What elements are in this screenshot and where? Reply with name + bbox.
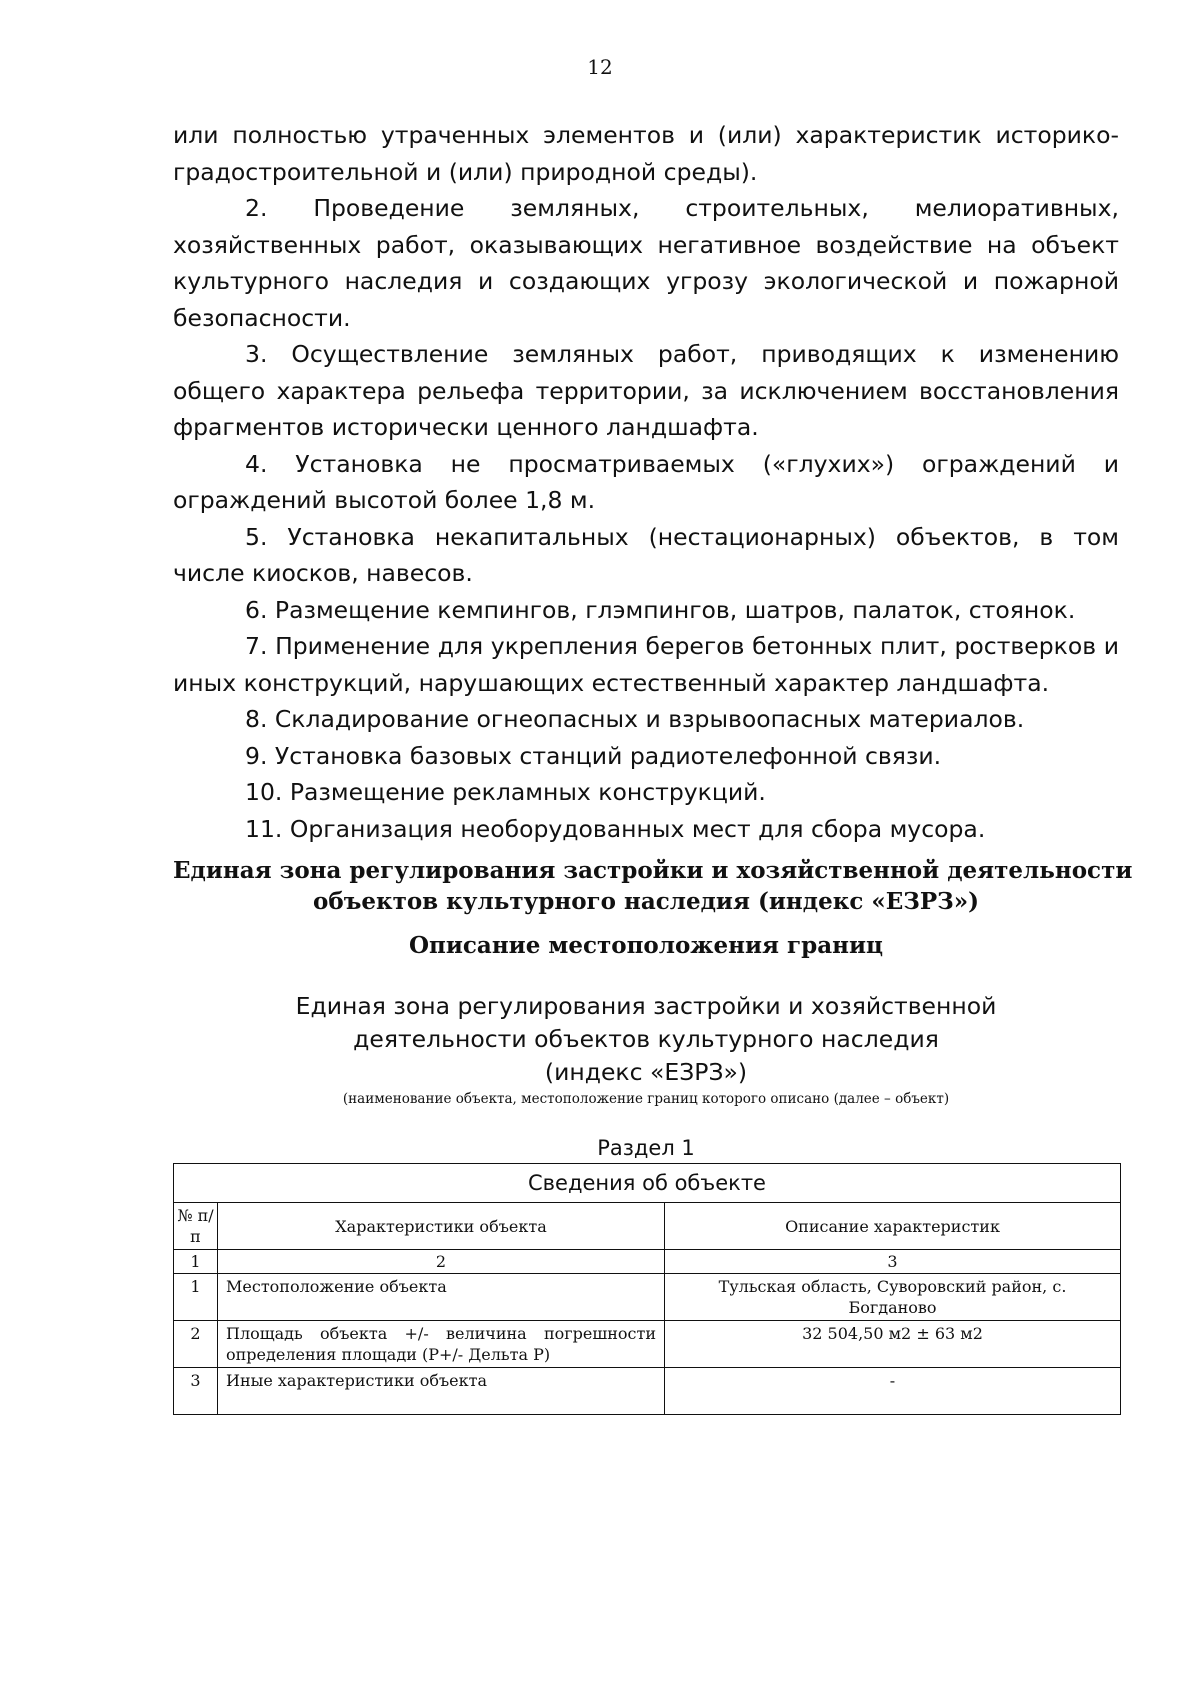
table-row	[174, 1274, 1121, 1321]
zone-title-line: объектов культурного наследия (индекс «ЕЗРЗ»)	[313, 888, 979, 915]
table-header-row	[174, 1203, 1121, 1250]
row-description: Тульская область, Суворовский район, с. Богданово	[665, 1274, 1121, 1321]
row-characteristic: Местоположение объекта	[218, 1274, 665, 1321]
list-item: 5. Установка некапитальных (нестационарных) объектов, в том числе киосков, навесов.	[173, 522, 1119, 587]
paragraph-continuation: или полностью утраченных элементов и (или) характеристик историко-градостроительной и (или) природной среды).	[173, 121, 1119, 186]
index-cell: 3	[665, 1250, 1121, 1274]
object-name-line: Единая зона регулирования застройки и хозяйственной	[295, 992, 997, 1020]
table-caption-row	[174, 1164, 1121, 1203]
list-item: 2. Проведение земляных, строительных, мелиоративных, хозяйственных работ, оказывающих негативное воздействие на объект культурного наследия и создающих угрозу экологической и пожарной безопасности.	[173, 194, 1119, 332]
row-num: 1	[174, 1274, 218, 1321]
page-number: 12	[587, 55, 613, 79]
list-item: 7. Применение для укрепления берегов бетонных плит, ростверков и иных конструкций, нарушающих естественный характер ландшафта.	[173, 632, 1119, 697]
header-num: № п/п	[174, 1203, 218, 1250]
row-num: 2	[174, 1321, 218, 1368]
section-label: Раздел 1	[597, 1136, 695, 1160]
object-name-line: (индекс «ЕЗРЗ»)	[544, 1058, 748, 1086]
index-cell: 1	[174, 1250, 218, 1274]
object-info-table	[173, 1163, 1121, 1415]
list-item: 9. Установка базовых станций радиотелефонной связи.	[245, 741, 942, 770]
list-item: 11. Организация необорудованных мест для сбора мусора.	[245, 814, 986, 843]
row-characteristic: Иные характеристики объекта	[218, 1368, 665, 1415]
zone-title-line: Единая зона регулирования застройки и хозяйственной деятельности	[173, 857, 1133, 884]
zone-title	[173, 855, 1133, 917]
object-name	[173, 990, 1119, 1089]
list-item: 6. Размещение кемпингов, глэмпингов, шатров, палаток, стоянок.	[245, 595, 1076, 624]
list-item: 8. Складирование огнеопасных и взрывоопасных материалов.	[245, 705, 1025, 733]
description-title: Описание местоположения границ	[408, 932, 884, 959]
row-description: -	[665, 1368, 1121, 1415]
object-name-line: деятельности объектов культурного наследия	[353, 1025, 939, 1053]
list-item: 3. Осуществление земляных работ, приводящих к изменению общего характера рельефа территории, за исключением восстановления фрагментов исторически ценного ландшафта.	[173, 340, 1119, 441]
row-characteristic: Площадь объекта +/- величина погрешности определения площади (P+/- Дельта P)	[218, 1321, 665, 1368]
header-characteristics: Характеристики объекта	[218, 1203, 665, 1250]
list-item: 4. Установка не просматриваемых («глухих») ограждений и ограждений высотой более 1,8 м.	[173, 449, 1119, 514]
row-description: 32 504,50 м2 ± 63 м2	[665, 1321, 1121, 1368]
table-row	[174, 1321, 1121, 1368]
restrictions-list	[173, 117, 1119, 847]
table-index-row	[174, 1250, 1121, 1274]
header-description: Описание характеристик	[665, 1203, 1121, 1250]
table-row	[174, 1368, 1121, 1415]
object-caption: (наименование объекта, местоположение границ которого описано (далее – объект)	[342, 1091, 950, 1107]
row-num: 3	[174, 1368, 218, 1415]
list-item: 10. Размещение рекламных конструкций.	[245, 778, 766, 806]
index-cell: 2	[218, 1250, 665, 1274]
table-caption: Сведения об объекте	[174, 1164, 1121, 1203]
